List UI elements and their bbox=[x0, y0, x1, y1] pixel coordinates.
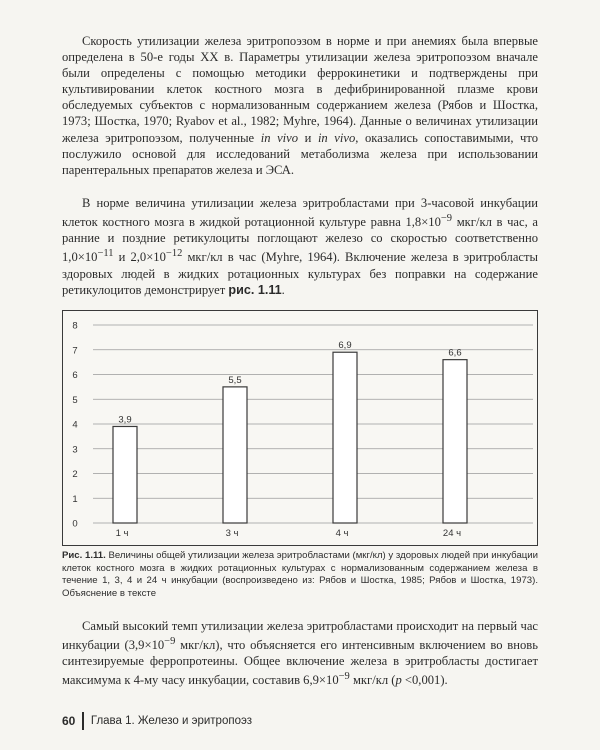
y-tick-label: 0 bbox=[72, 518, 78, 530]
caption-label: Рис. 1.11. bbox=[62, 550, 106, 561]
exponent: −9 bbox=[440, 213, 453, 225]
text-run: и 2,0×10 bbox=[113, 250, 166, 265]
footer-divider bbox=[82, 712, 84, 730]
y-tick-label: 1 bbox=[72, 493, 78, 505]
text-run: . bbox=[281, 282, 285, 297]
bar bbox=[333, 352, 357, 523]
x-category-label: 4 ч bbox=[335, 528, 349, 539]
paragraph-conclusion bbox=[62, 618, 538, 689]
y-tick-label: 6 bbox=[72, 370, 78, 381]
text-run: мкг/кл в час (Myhre, 1964). Включение железа в эритробласты здоровых людей в жидких ротационных культурах без поправки на содержание ретикулоцитов демонстрирует bbox=[62, 250, 538, 297]
figure-reference: рис. 1.11 bbox=[228, 282, 282, 297]
bar bbox=[113, 426, 137, 523]
exponent: −11 bbox=[97, 248, 114, 260]
bar bbox=[223, 387, 247, 523]
paragraph-norm-values bbox=[62, 195, 538, 298]
caption-text: Величины общей утилизации железа эритробластами (мкг/кл) у здоровых людей при инкубации клеток костного мозга в жидких ротационных культурах с нормализованным содержанием железа в течение 1, 3, 4 и 24 ч инкубации (воспроизведено из: Рябов и Шостка, 1985; Рябов и Шостка, 1973). Объяснение в тексте bbox=[62, 550, 538, 599]
text-run: мкг/кл ( bbox=[349, 673, 396, 688]
y-tick-label: 7 bbox=[72, 345, 78, 357]
page-footer bbox=[62, 711, 252, 731]
italic-term: in vivo bbox=[317, 130, 356, 145]
text-run: Скорость утилизации железа эритропоэзом в норме и при анемиях была впервые определена в 50-е годы XX в. Параметры утилизации железа эритропоэзом вначале были определены с помощью методики феррокинетики и подтверждены при культивировании клеток костного мозга в дефибринированной плазме крови обследуемых субъектов с нормализованным содержанием железа (Рябов и Шостка, 1973; Шостка, 1970; Ryabov et al., 1982; Myhre, 1964). Данные о величинах утилизации железа эритропоэзом, полученные bbox=[62, 34, 538, 145]
bar-value-label: 5,5 bbox=[228, 374, 242, 386]
y-tick-label: 4 bbox=[72, 419, 78, 431]
y-tick-label: 3 bbox=[72, 444, 78, 456]
exponent: −9 bbox=[164, 636, 176, 648]
x-category-label: 3 ч bbox=[225, 528, 239, 539]
x-category-label: 1 ч bbox=[115, 528, 129, 539]
text-run: , оказались сопоставимыми, что послужило основой для исследований метаболизма железа при использовании парентеральных препаратов железа и ЭСА. bbox=[62, 130, 538, 177]
bar-value-label: 3,9 bbox=[118, 414, 132, 426]
exponent: −9 bbox=[338, 671, 350, 683]
bar bbox=[443, 360, 467, 523]
chapter-title: Глава 1. Железо и эритропоэз bbox=[90, 715, 252, 727]
y-tick-label: 8 bbox=[72, 320, 78, 332]
text-run: и bbox=[298, 130, 318, 145]
text-run: <0,001). bbox=[401, 673, 448, 688]
text-run: В норме величина утилизации железа эритробластами при 3-часовой инкубации клеток костного мозга в жидкой ротационной культуре равна 1,8×10 bbox=[62, 196, 538, 230]
italic-term: in vivo bbox=[260, 130, 299, 145]
bars bbox=[113, 352, 467, 523]
bar-value-label: 6,6 bbox=[448, 347, 462, 359]
text-run: мкг/кл в час, а ранние и поздние ретикулоциты поглощают железо со скоростью соответственно 1,0×10 bbox=[62, 215, 538, 265]
text-run: Самый высокий темп утилизации железа эритробластами происходит на первый час инкубации (3,9×10 bbox=[62, 619, 538, 653]
y-tick-label: 2 bbox=[72, 469, 78, 480]
x-category-label: 24 ч bbox=[442, 528, 462, 539]
page-number: 60 bbox=[62, 714, 76, 728]
bar-chart-figure bbox=[62, 310, 538, 546]
bar-chart bbox=[63, 311, 539, 547]
y-tick-label: 5 bbox=[72, 394, 78, 406]
text-run: мкг/кл), что объясняется его интенсивным включением во вновь синтезируемые ферропротеины. Общее включение железа в эритробласты достигает максимума к 4-му часу инкубации, составив 6,9×10 bbox=[62, 638, 538, 688]
figure-caption bbox=[62, 550, 538, 600]
italic-term: p bbox=[395, 673, 402, 688]
bar-value-label: 6,9 bbox=[338, 340, 352, 352]
paragraph-intro bbox=[62, 33, 538, 178]
exponent: −12 bbox=[165, 248, 183, 260]
